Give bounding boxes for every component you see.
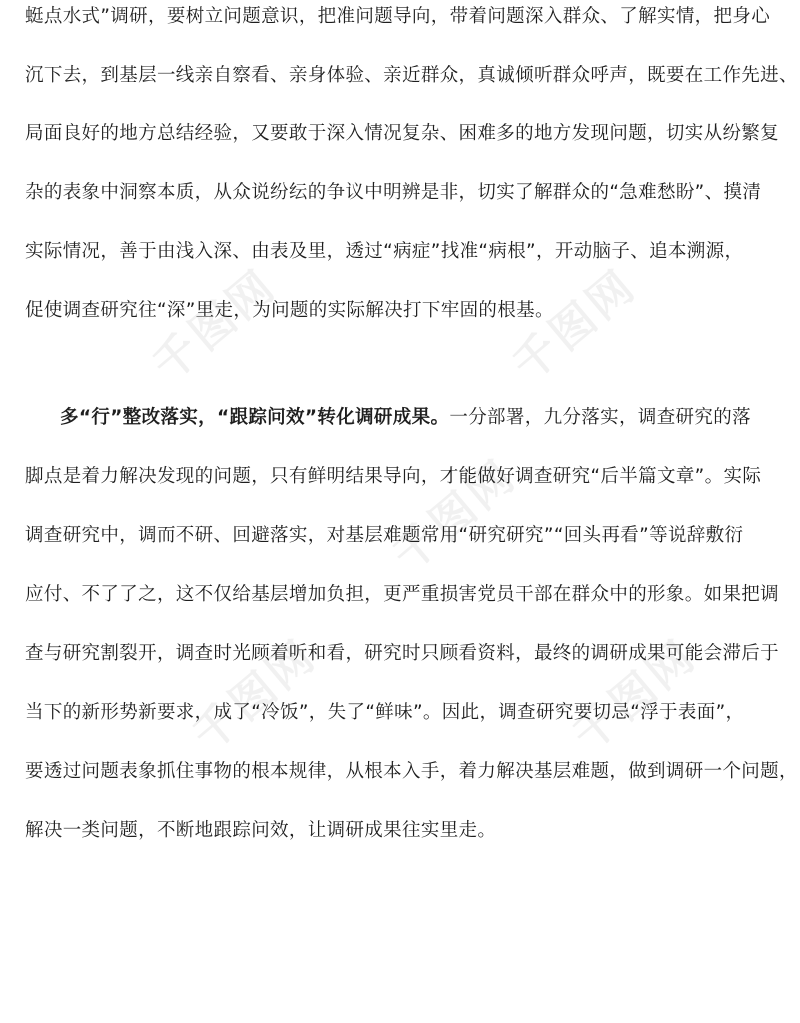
paragraph-line: 查与研究割裂开，调查时光顾着听和看，研究时只顾看资料，最终的调研成果可能会滞后于 [25, 643, 780, 664]
paragraph-first-line-rest: 一分部署，九分落实，调查研究的落 [449, 407, 751, 428]
watermark-4: 千图网 [183, 629, 327, 762]
paragraph-line: 局面良好的地方总结经验，又要敢于深入情况复杂、困难多的地方发现问题，切实从纷繁复 [25, 123, 780, 144]
paragraph-line: 要透过问题表象抓住事物的根本规律，从根本入手，着力解决基层难题，做到调研一个问题， [25, 761, 798, 782]
watermark-2: 千图网 [503, 259, 647, 392]
paragraph-line: 蜓点水式”调研，要树立问题意识，把准问题导向，带着问题深入群众、了解实情，把身心 [25, 6, 771, 27]
paragraph-line: 当下的新形势新要求，成了“冷饭”，失了“鲜味”。因此，调查研究要切忌“浮于表面”， [25, 702, 745, 723]
paragraph-line: 沉下去，到基层一线亲自察看、亲身体验、亲近群众，真诚倾听群众呼声，既要在工作先进、 [25, 65, 798, 86]
watermark-1: 千图网 [143, 259, 287, 392]
paragraph-line: 促使调查研究往“深”里走，为问题的实际解决打下牢固的根基。 [25, 300, 554, 321]
paragraph-line: 实际情况，善于由浅入深、由表及里，透过“病症”找准“病根”，开动脑子、追本溯源， [25, 241, 744, 262]
watermark-3: 千图网 [383, 449, 527, 582]
paragraph-line: 解决一类问题，不断地跟踪问效，让调研成果往实里走。 [25, 820, 497, 841]
paragraph-line: 调查研究中，调而不研、回避落实，对基层难题常用“研究研究”“回头再看”等说辞敷衍 [25, 525, 744, 546]
paragraph-heading: 多“行”整改落实，“跟踪问效”转化调研成果。 [60, 407, 450, 428]
watermark-5: 千图网 [563, 629, 707, 762]
paragraph-line: 杂的表象中洞察本质，从众说纷纭的争议中明辨是非，切实了解群众的“急难愁盼”、摸清 [25, 182, 762, 203]
paragraph-line: 脚点是着力解决发现的问题，只有鲜明结果导向，才能做好调查研究“后半篇文章”。实际 [25, 466, 762, 487]
paragraph-line: 应付、不了了之，这不仅给基层增加负担，更严重损害党员干部在群众中的形象。如果把调 [25, 584, 780, 605]
paragraph-first-line [60, 406, 751, 430]
